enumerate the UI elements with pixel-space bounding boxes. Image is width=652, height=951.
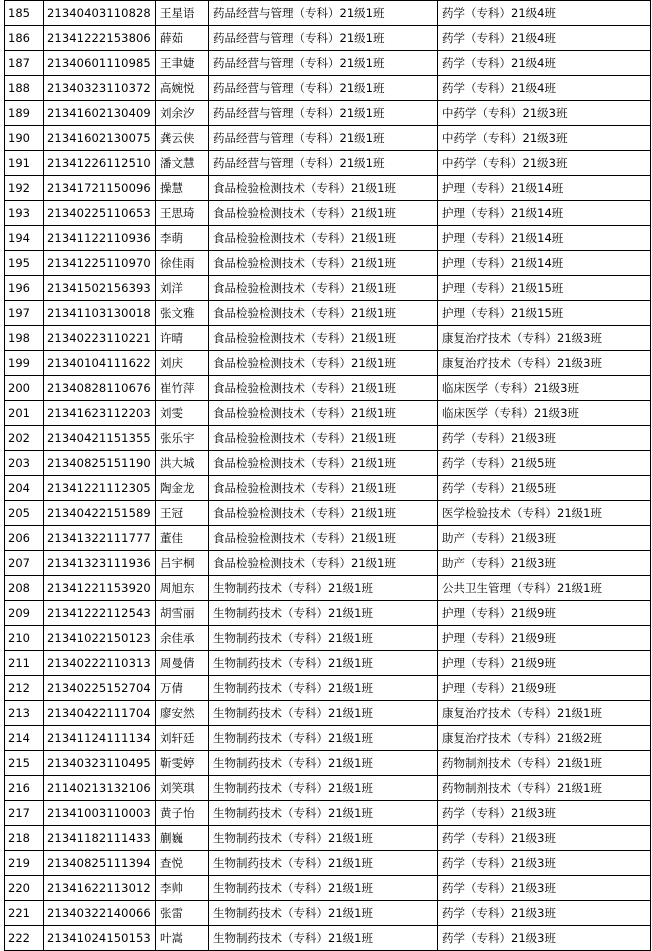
table-row xyxy=(5,401,651,426)
student-name-cell: 高婉悦 xyxy=(156,76,209,101)
student-id-cell: 21340422151589 xyxy=(44,501,156,526)
student-id-cell: 21340601110985 xyxy=(44,51,156,76)
student-name-cell: 潘文慧 xyxy=(156,151,209,176)
student-id-cell: 21341602130409 xyxy=(44,101,156,126)
original-class-cell: 药品经营与管理（专科）21级1班 xyxy=(209,51,438,76)
new-class-cell: 助产（专科）21级3班 xyxy=(438,526,651,551)
table-row xyxy=(5,26,651,51)
original-class-cell: 食品检验检测技术（专科）21级1班 xyxy=(209,301,438,326)
table-row xyxy=(5,101,651,126)
row-number-cell: 198 xyxy=(5,326,44,351)
student-id-cell: 21340422111704 xyxy=(44,701,156,726)
student-id-cell: 21340323110495 xyxy=(44,751,156,776)
original-class-cell: 生物制药技术（专科）21级1班 xyxy=(209,601,438,626)
original-class-cell: 生物制药技术（专科）21级1班 xyxy=(209,776,438,801)
student-name-cell: 张乐宇 xyxy=(156,426,209,451)
student-name-cell: 李萌 xyxy=(156,226,209,251)
new-class-cell: 药学（专科）21级4班 xyxy=(438,1,651,26)
table-row xyxy=(5,326,651,351)
table-row xyxy=(5,776,651,801)
original-class-cell: 食品检验检测技术（专科）21级1班 xyxy=(209,176,438,201)
original-class-cell: 食品检验检测技术（专科）21级1班 xyxy=(209,276,438,301)
new-class-cell: 护理（专科）21级15班 xyxy=(438,276,651,301)
table-body xyxy=(5,1,651,951)
student-id-cell: 21341622113012 xyxy=(44,876,156,901)
student-name-cell: 刘余汐 xyxy=(156,101,209,126)
student-name-cell: 刘轩廷 xyxy=(156,726,209,751)
student-id-cell: 21341022150123 xyxy=(44,626,156,651)
table-row xyxy=(5,551,651,576)
student-id-cell: 21340104111622 xyxy=(44,351,156,376)
student-name-cell: 崔竹萍 xyxy=(156,376,209,401)
table-row xyxy=(5,251,651,276)
row-number-cell: 199 xyxy=(5,351,44,376)
original-class-cell: 生物制药技术（专科）21级1班 xyxy=(209,751,438,776)
student-id-cell: 21341225110970 xyxy=(44,251,156,276)
table-row xyxy=(5,376,651,401)
row-number-cell: 218 xyxy=(5,826,44,851)
student-name-cell: 周曼倩 xyxy=(156,651,209,676)
student-id-cell: 21341222112543 xyxy=(44,601,156,626)
table-row xyxy=(5,126,651,151)
student-id-cell: 21340825151190 xyxy=(44,451,156,476)
original-class-cell: 食品检验检测技术（专科）21级1班 xyxy=(209,201,438,226)
new-class-cell: 药学（专科）21级3班 xyxy=(438,851,651,876)
student-id-cell: 21340323110372 xyxy=(44,76,156,101)
row-number-cell: 222 xyxy=(5,926,44,951)
original-class-cell: 食品检验检测技术（专科）21级1班 xyxy=(209,226,438,251)
student-id-cell: 21140213132106 xyxy=(44,776,156,801)
student-name-cell: 洪大城 xyxy=(156,451,209,476)
row-number-cell: 210 xyxy=(5,626,44,651)
table-row xyxy=(5,851,651,876)
new-class-cell: 中药学（专科）21级3班 xyxy=(438,126,651,151)
student-id-cell: 21340223110221 xyxy=(44,326,156,351)
table-row xyxy=(5,676,651,701)
table-row xyxy=(5,526,651,551)
student-name-cell: 廖安然 xyxy=(156,701,209,726)
new-class-cell: 药学（专科）21级4班 xyxy=(438,51,651,76)
original-class-cell: 食品检验检测技术（专科）21级1班 xyxy=(209,401,438,426)
new-class-cell: 康复治疗技术（专科）21级3班 xyxy=(438,326,651,351)
student-name-cell: 查悦 xyxy=(156,851,209,876)
original-class-cell: 生物制药技术（专科）21级1班 xyxy=(209,826,438,851)
student-id-cell: 21341602130075 xyxy=(44,126,156,151)
original-class-cell: 药品经营与管理（专科）21级1班 xyxy=(209,26,438,51)
new-class-cell: 护理（专科）21级9班 xyxy=(438,626,651,651)
row-number-cell: 201 xyxy=(5,401,44,426)
original-class-cell: 药品经营与管理（专科）21级1班 xyxy=(209,126,438,151)
new-class-cell: 药学（专科）21级3班 xyxy=(438,826,651,851)
row-number-cell: 191 xyxy=(5,151,44,176)
table-row xyxy=(5,626,651,651)
student-name-cell: 张文雅 xyxy=(156,301,209,326)
table-row xyxy=(5,601,651,626)
new-class-cell: 护理（专科）21级14班 xyxy=(438,176,651,201)
new-class-cell: 临床医学（专科）21级3班 xyxy=(438,376,651,401)
original-class-cell: 食品检验检测技术（专科）21级1班 xyxy=(209,426,438,451)
original-class-cell: 生物制药技术（专科）21级1班 xyxy=(209,701,438,726)
student-id-cell: 21340225152704 xyxy=(44,676,156,701)
student-name-cell: 刘雯 xyxy=(156,401,209,426)
row-number-cell: 186 xyxy=(5,26,44,51)
row-number-cell: 205 xyxy=(5,501,44,526)
original-class-cell: 药品经营与管理（专科）21级1班 xyxy=(209,151,438,176)
table-row xyxy=(5,1,651,26)
table-row xyxy=(5,151,651,176)
original-class-cell: 生物制药技术（专科）21级1班 xyxy=(209,876,438,901)
new-class-cell: 康复治疗技术（专科）21级3班 xyxy=(438,351,651,376)
row-number-cell: 197 xyxy=(5,301,44,326)
new-class-cell: 药物制剂技术（专科）21级1班 xyxy=(438,751,651,776)
row-number-cell: 213 xyxy=(5,701,44,726)
table-row xyxy=(5,501,651,526)
student-name-cell: 刘洋 xyxy=(156,276,209,301)
original-class-cell: 食品检验检测技术（专科）21级1班 xyxy=(209,551,438,576)
original-class-cell: 药品经营与管理（专科）21级1班 xyxy=(209,76,438,101)
table-row xyxy=(5,51,651,76)
student-id-cell: 21341003110003 xyxy=(44,801,156,826)
student-id-cell: 21341222153806 xyxy=(44,26,156,51)
row-number-cell: 200 xyxy=(5,376,44,401)
table-row xyxy=(5,651,651,676)
table-row xyxy=(5,176,651,201)
student-id-cell: 21341502156393 xyxy=(44,276,156,301)
row-number-cell: 211 xyxy=(5,651,44,676)
student-id-cell: 21341221153920 xyxy=(44,576,156,601)
original-class-cell: 药品经营与管理（专科）21级1班 xyxy=(209,101,438,126)
row-number-cell: 194 xyxy=(5,226,44,251)
student-id-cell: 21341103130018 xyxy=(44,301,156,326)
original-class-cell: 食品检验检测技术（专科）21级1班 xyxy=(209,476,438,501)
student-id-cell: 21341322111777 xyxy=(44,526,156,551)
new-class-cell: 药学（专科）21级3班 xyxy=(438,426,651,451)
row-number-cell: 190 xyxy=(5,126,44,151)
student-name-cell: 黄子怡 xyxy=(156,801,209,826)
table-row xyxy=(5,876,651,901)
student-name-cell: 吕宇桐 xyxy=(156,551,209,576)
student-id-cell: 21340322140066 xyxy=(44,901,156,926)
new-class-cell: 药学（专科）21级5班 xyxy=(438,476,651,501)
student-name-cell: 周旭东 xyxy=(156,576,209,601)
new-class-cell: 药学（专科）21级4班 xyxy=(438,76,651,101)
original-class-cell: 生物制药技术（专科）21级1班 xyxy=(209,726,438,751)
row-number-cell: 208 xyxy=(5,576,44,601)
table-row xyxy=(5,76,651,101)
original-class-cell: 食品检验检测技术（专科）21级1班 xyxy=(209,451,438,476)
new-class-cell: 药学（专科）21级5班 xyxy=(438,451,651,476)
table-row xyxy=(5,351,651,376)
row-number-cell: 193 xyxy=(5,201,44,226)
student-name-cell: 陶金龙 xyxy=(156,476,209,501)
new-class-cell: 公共卫生管理（专科）21级1班 xyxy=(438,576,651,601)
row-number-cell: 192 xyxy=(5,176,44,201)
student-id-cell: 21341721150096 xyxy=(44,176,156,201)
new-class-cell: 药学（专科）21级3班 xyxy=(438,876,651,901)
row-number-cell: 216 xyxy=(5,776,44,801)
student-name-cell: 靳雯婷 xyxy=(156,751,209,776)
new-class-cell: 中药学（专科）21级3班 xyxy=(438,101,651,126)
row-number-cell: 206 xyxy=(5,526,44,551)
table-row xyxy=(5,576,651,601)
student-transfer-table xyxy=(4,0,651,951)
new-class-cell: 临床医学（专科）21级3班 xyxy=(438,401,651,426)
row-number-cell: 207 xyxy=(5,551,44,576)
new-class-cell: 护理（专科）21级9班 xyxy=(438,651,651,676)
row-number-cell: 196 xyxy=(5,276,44,301)
original-class-cell: 生物制药技术（专科）21级1班 xyxy=(209,801,438,826)
new-class-cell: 护理（专科）21级14班 xyxy=(438,251,651,276)
student-id-cell: 21340225110653 xyxy=(44,201,156,226)
table-row xyxy=(5,276,651,301)
student-name-cell: 张雷 xyxy=(156,901,209,926)
student-name-cell: 王聿婕 xyxy=(156,51,209,76)
student-id-cell: 21340421151355 xyxy=(44,426,156,451)
original-class-cell: 食品检验检测技术（专科）21级1班 xyxy=(209,351,438,376)
student-name-cell: 王星语 xyxy=(156,1,209,26)
original-class-cell: 食品检验检测技术（专科）21级1班 xyxy=(209,501,438,526)
table-row xyxy=(5,801,651,826)
student-name-cell: 胡雪丽 xyxy=(156,601,209,626)
student-id-cell: 21341323111936 xyxy=(44,551,156,576)
row-number-cell: 220 xyxy=(5,876,44,901)
table-row xyxy=(5,476,651,501)
table-row xyxy=(5,751,651,776)
original-class-cell: 生物制药技术（专科）21级1班 xyxy=(209,676,438,701)
row-number-cell: 187 xyxy=(5,51,44,76)
student-name-cell: 龚云侠 xyxy=(156,126,209,151)
row-number-cell: 217 xyxy=(5,801,44,826)
original-class-cell: 药品经营与管理（专科）21级1班 xyxy=(209,1,438,26)
table-row xyxy=(5,726,651,751)
new-class-cell: 护理（专科）21级14班 xyxy=(438,201,651,226)
original-class-cell: 食品检验检测技术（专科）21级1班 xyxy=(209,326,438,351)
new-class-cell: 护理（专科）21级15班 xyxy=(438,301,651,326)
student-name-cell: 王冠 xyxy=(156,501,209,526)
student-name-cell: 许晴 xyxy=(156,326,209,351)
new-class-cell: 中药学（专科）21级3班 xyxy=(438,151,651,176)
row-number-cell: 195 xyxy=(5,251,44,276)
original-class-cell: 生物制药技术（专科）21级1班 xyxy=(209,901,438,926)
row-number-cell: 188 xyxy=(5,76,44,101)
new-class-cell: 助产（专科）21级3班 xyxy=(438,551,651,576)
new-class-cell: 护理（专科）21级9班 xyxy=(438,676,651,701)
table-row xyxy=(5,701,651,726)
student-name-cell: 刘庆 xyxy=(156,351,209,376)
student-id-cell: 21341623112203 xyxy=(44,401,156,426)
student-id-cell: 21340222110313 xyxy=(44,651,156,676)
student-id-cell: 21341221112305 xyxy=(44,476,156,501)
student-id-cell: 21341226112510 xyxy=(44,151,156,176)
table-row xyxy=(5,451,651,476)
original-class-cell: 生物制药技术（专科）21级1班 xyxy=(209,576,438,601)
table-row xyxy=(5,901,651,926)
new-class-cell: 药物制剂技术（专科）21级1班 xyxy=(438,776,651,801)
new-class-cell: 护理（专科）21级9班 xyxy=(438,601,651,626)
new-class-cell: 药学（专科）21级4班 xyxy=(438,26,651,51)
student-id-cell: 21340825111394 xyxy=(44,851,156,876)
student-id-cell: 21341182111433 xyxy=(44,826,156,851)
new-class-cell: 医学检验技术（专科）21级1班 xyxy=(438,501,651,526)
student-id-cell: 21340403110828 xyxy=(44,1,156,26)
table-row xyxy=(5,826,651,851)
row-number-cell: 214 xyxy=(5,726,44,751)
table-row xyxy=(5,201,651,226)
student-id-cell: 21341024150153 xyxy=(44,926,156,951)
original-class-cell: 生物制药技术（专科）21级1班 xyxy=(209,926,438,951)
original-class-cell: 食品检验检测技术（专科）21级1班 xyxy=(209,526,438,551)
original-class-cell: 生物制药技术（专科）21级1班 xyxy=(209,626,438,651)
row-number-cell: 203 xyxy=(5,451,44,476)
row-number-cell: 185 xyxy=(5,1,44,26)
student-name-cell: 董佳 xyxy=(156,526,209,551)
new-class-cell: 药学（专科）21级3班 xyxy=(438,801,651,826)
student-id-cell: 21341122110936 xyxy=(44,226,156,251)
new-class-cell: 药学（专科）21级3班 xyxy=(438,901,651,926)
table-row xyxy=(5,426,651,451)
student-id-cell: 21340828110676 xyxy=(44,376,156,401)
original-class-cell: 生物制药技术（专科）21级1班 xyxy=(209,651,438,676)
student-name-cell: 王思琦 xyxy=(156,201,209,226)
student-id-cell: 21341124111134 xyxy=(44,726,156,751)
row-number-cell: 221 xyxy=(5,901,44,926)
student-name-cell: 李帅 xyxy=(156,876,209,901)
student-name-cell: 余佳承 xyxy=(156,626,209,651)
student-name-cell: 蒯巍 xyxy=(156,826,209,851)
student-name-cell: 徐佳雨 xyxy=(156,251,209,276)
student-name-cell: 叶嵩 xyxy=(156,926,209,951)
student-name-cell: 万倩 xyxy=(156,676,209,701)
new-class-cell: 药学（专科）21级3班 xyxy=(438,926,651,951)
student-name-cell: 操慧 xyxy=(156,176,209,201)
table-row xyxy=(5,226,651,251)
original-class-cell: 食品检验检测技术（专科）21级1班 xyxy=(209,376,438,401)
original-class-cell: 食品检验检测技术（专科）21级1班 xyxy=(209,251,438,276)
student-name-cell: 刘笑琪 xyxy=(156,776,209,801)
new-class-cell: 护理（专科）21级14班 xyxy=(438,226,651,251)
row-number-cell: 212 xyxy=(5,676,44,701)
row-number-cell: 215 xyxy=(5,751,44,776)
row-number-cell: 189 xyxy=(5,101,44,126)
student-name-cell: 薛茹 xyxy=(156,26,209,51)
table-row xyxy=(5,926,651,951)
new-class-cell: 康复治疗技术（专科）21级2班 xyxy=(438,726,651,751)
table-row xyxy=(5,301,651,326)
row-number-cell: 204 xyxy=(5,476,44,501)
new-class-cell: 康复治疗技术（专科）21级1班 xyxy=(438,701,651,726)
row-number-cell: 202 xyxy=(5,426,44,451)
row-number-cell: 209 xyxy=(5,601,44,626)
original-class-cell: 生物制药技术（专科）21级1班 xyxy=(209,851,438,876)
row-number-cell: 219 xyxy=(5,851,44,876)
